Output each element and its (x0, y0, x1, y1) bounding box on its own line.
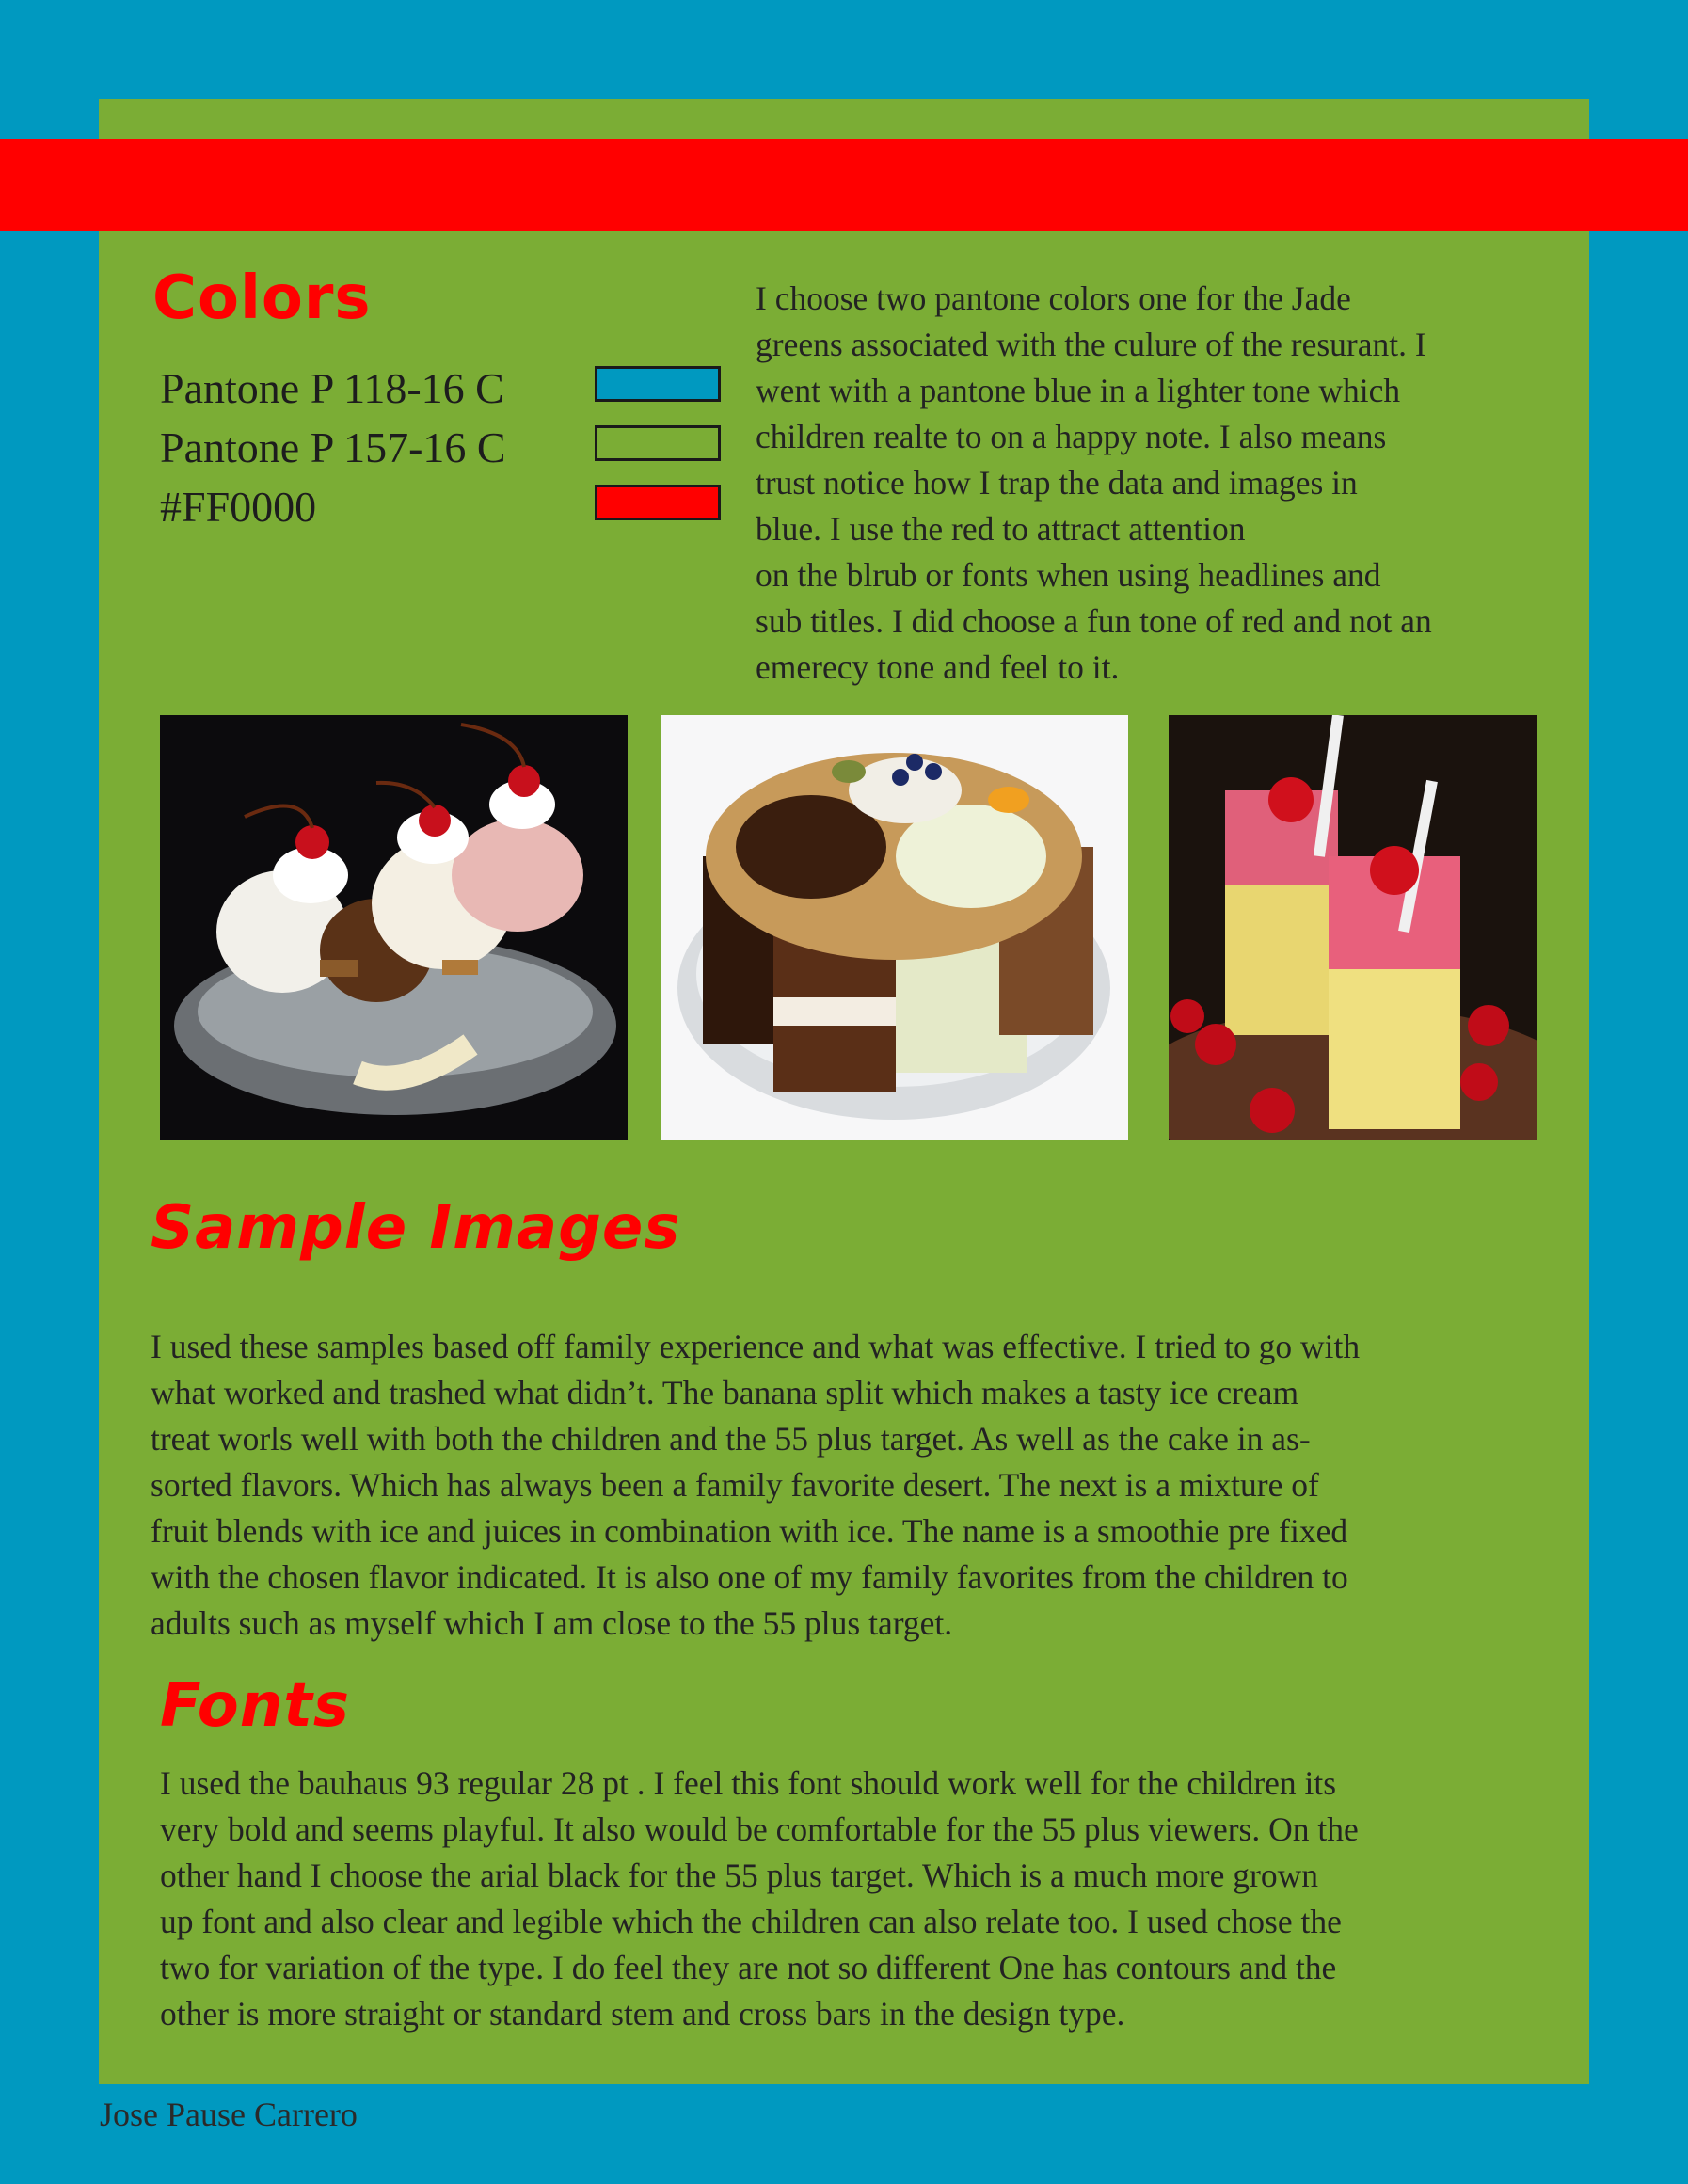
swatch-label-blue: Pantone P 118-16 C (160, 364, 504, 412)
text-line: other is more straight or standard stem and cross bars in the design type. (160, 1995, 1125, 2033)
colors-heading: Colors (152, 263, 372, 333)
red-header-band (0, 139, 1688, 231)
text-line: very bold and seems playful. It also would be comfortable for the 55 plus viewers. On the (160, 1810, 1359, 1848)
text-line: trust notice how I trap the data and images in (756, 464, 1358, 502)
fonts-heading: Fonts (160, 1671, 350, 1741)
text-line: sorted flavors. Which has always been a family favorite desert. The next is a mixture of (151, 1466, 1319, 1504)
swatch-red (595, 485, 721, 520)
text-line: emerecy tone and feel to it. (756, 648, 1120, 686)
sample-images-description (151, 1324, 1562, 1647)
text-line: sub titles. I did choose a fun tone of red and not an (756, 602, 1432, 640)
swatch-label-red: #FF0000 (160, 483, 317, 531)
author-footer: Jose Pause Carrero (100, 2096, 358, 2133)
swatch-blue (595, 366, 721, 402)
text-line: I choose two pantone colors one for the Jade (756, 279, 1351, 317)
banana-split-photo (160, 715, 628, 1140)
text-line: I used the bauhaus 93 regular 28 pt . I feel this font should work well for the children its (160, 1764, 1337, 1802)
text-line: with the chosen flavor indicated. It is also one of my family favorites from the children to (151, 1558, 1348, 1596)
text-line: what worked and trashed what didn’t. The banana split which makes a tasty ice cream (151, 1374, 1299, 1411)
text-line: fruit blends with ice and juices in combination with ice. The name is a smoothie pre fixed (151, 1512, 1348, 1550)
text-line: adults such as myself which I am close to the 55 plus target. (151, 1604, 953, 1642)
text-line: treat worls well with both the children and the 55 plus target. As well as the cake in as- (151, 1420, 1311, 1458)
text-line: greens associated with the culure of the resurant. I (756, 326, 1426, 363)
text-line: up font and also clear and legible which the children can also relate too. I used chose the (160, 1903, 1342, 1940)
sample-images-heading: Sample Images (151, 1193, 681, 1263)
fonts-description (160, 1761, 1562, 2037)
text-line: other hand I choose the arial black for the 55 plus target. Which is a much more grown (160, 1857, 1318, 1894)
smoothie-photo (1169, 715, 1537, 1140)
swatch-label-green: Pantone P 157-16 C (160, 423, 506, 471)
colors-description (756, 276, 1565, 691)
swatch-green (595, 425, 721, 461)
text-line: children realte to on a happy note. I also means (756, 418, 1387, 455)
text-line: two for variation of the type. I do feel they are not so different One has contours and the (160, 1949, 1337, 1986)
assorted-cake-photo (661, 715, 1128, 1140)
text-line: went with a pantone blue in a lighter tone which (756, 372, 1401, 409)
text-line: on the blrub or fonts when using headlines and (756, 556, 1381, 594)
text-line: I used these samples based off family experience and what was effective. I tried to go with (151, 1328, 1361, 1365)
text-line: blue. I use the red to attract attention (756, 510, 1246, 548)
